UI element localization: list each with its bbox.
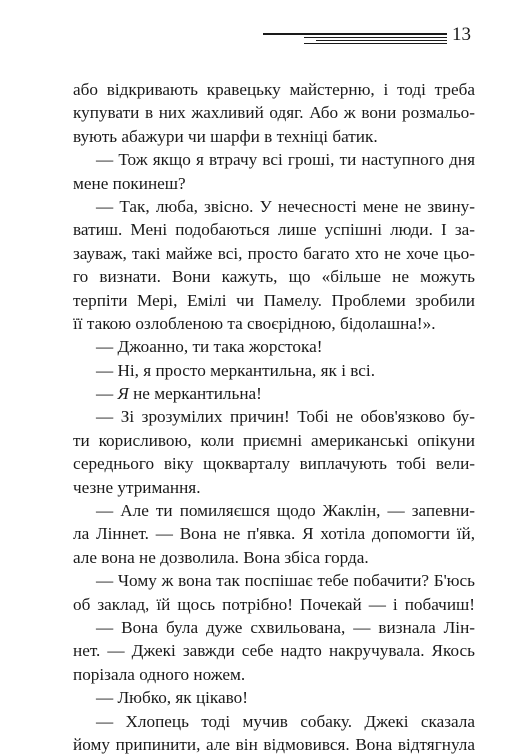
text-line: — Тож якщо я втрачу всі гроші, ти наступного дня (96, 150, 475, 170)
text-line: але вона не дозволила. Вона збіса горда. (73, 547, 369, 567)
text-line: середнього віку щокварталу виплачують тобі вели- (73, 454, 475, 474)
text-line: йому припинити, але він відмовився. Вона відтягнула (73, 734, 475, 754)
text-line: — Джоанно, ти така жорстока! (96, 337, 323, 357)
header-rule (263, 33, 447, 35)
text-line: або відкривають кравецьку майстерню, і тоді треба (73, 80, 475, 99)
body-text (73, 78, 475, 756)
text-line: — Чому ж вона так поспішає тебе побачити? Б'юсь (96, 571, 475, 591)
header-rule (304, 37, 447, 38)
text-line: ватиш. Мені подобаються лише успішні люди. І за- (73, 220, 475, 240)
text-line: — Ні, я просто меркантильна, як і всі. (96, 360, 375, 380)
text-line: чезне утримання. (73, 477, 201, 497)
text-line: — Вона була дуже схвильована, — визнала Лін- (96, 617, 475, 637)
text-line: ти корисливою, коли приємні американські опікуни (73, 430, 475, 450)
text-line: терпіти Мері, Емілі чи Памелу. Проблеми зробили (73, 290, 475, 310)
text-line: нет. — Джекі завжди себе надто накручувала. Якось (73, 641, 475, 661)
text-line: — Зі зрозумілих причин! Тобі не обов'язково бу- (96, 407, 475, 427)
page-header (0, 0, 531, 60)
text-line: — Але ти помиляєшся щодо Жаклін, — запевни- (96, 501, 475, 521)
page-number: 13 (452, 24, 471, 45)
text-line: ла Ліннет. — Вона не п'явка. Я хотіла допомогти їй, (73, 524, 475, 544)
text-line: порізала одного ножем. (73, 664, 246, 684)
text-line: — Так, люба, звісно. У нечесності мене не звину- (96, 196, 475, 216)
text-line: об заклад, їй щось потрібно! Почекай — і побачиш! (73, 594, 475, 614)
text-line: — Хлопець тоді мучив собаку. Джекі сказала (96, 711, 475, 731)
text-line: її такою озлобленою та своєрідною, бідолашна!». (73, 313, 436, 333)
text-line-prefix: — (96, 384, 118, 404)
text-line: го визнати. Вони кажуть, що «більше не можуть (73, 267, 475, 287)
text-line: зауваж, такі майже всі, просто багато хто не хоче цьо- (73, 243, 475, 263)
text-line: — Любко, як цікаво! (96, 688, 248, 708)
text-line: мене покинеш? (73, 173, 186, 193)
text-line (73, 382, 475, 405)
emphasis: Я (117, 384, 129, 404)
text-line-rest: не меркантильна! (128, 384, 262, 404)
header-rule (316, 40, 447, 41)
text-line: купувати в них жахливий одяг. Або ж вони розмальо- (73, 103, 475, 123)
text-line: вують абажури чи шарфи в техніці батик. (73, 126, 378, 146)
header-rule (304, 43, 447, 44)
